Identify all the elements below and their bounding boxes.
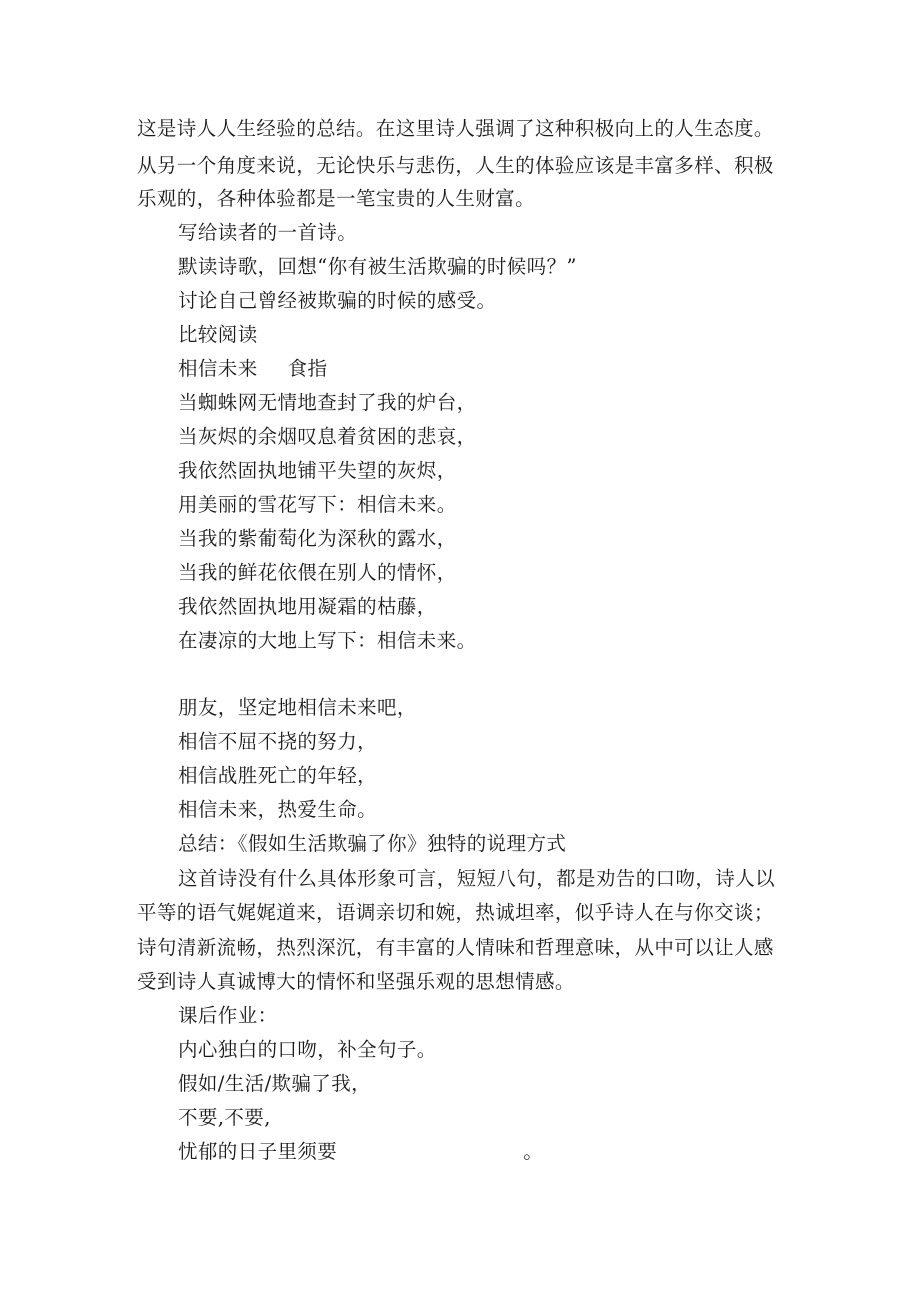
poem-line: 当我的紫葡萄化为深秋的露水， bbox=[178, 527, 457, 550]
end-mark: 。 bbox=[523, 1140, 544, 1163]
homework-line: 不要,不要, bbox=[178, 1106, 271, 1129]
poem-line: 我依然固执地铺平失望的灰烬， bbox=[178, 459, 457, 482]
poem-line: 相信战胜死亡的年轻， bbox=[178, 764, 378, 787]
paragraph-line: 受到诗人真诚博大的情怀和坚强乐观的思想情感。 bbox=[137, 970, 575, 993]
paragraph-line: 这是诗人人生经验的总结。在这里诗人强调了这种积极向上的人生态度。 bbox=[137, 117, 774, 140]
homework-fill-line bbox=[178, 1140, 543, 1164]
homework-line: 假如/生活/欺骗了我， bbox=[178, 1072, 372, 1095]
summary-heading: 总结：《假如生活欺骗了你》独特的说理方式 bbox=[178, 832, 567, 855]
text-line: 默读诗歌，回想“你有被生活欺骗的时候吗？” bbox=[178, 255, 577, 278]
paragraph-line: 诗句清新流畅，热烈深沉，有丰富的人情味和哲理意味，从中可以让人感 bbox=[137, 936, 774, 959]
paragraph-line: 从另一个角度来说，无论快乐与悲伤，人生的体验应该是丰富多样、积极 bbox=[137, 154, 774, 177]
poem-author: 食指 bbox=[287, 357, 328, 380]
text-line: 讨论自己曾经被欺骗的时候的感受。 bbox=[178, 289, 497, 312]
poem-line: 相信不屈不挠的努力， bbox=[178, 730, 378, 753]
poem-line: 用美丽的雪花写下：相信未来。 bbox=[178, 493, 457, 516]
paragraph-line: 乐观的，各种体验都是一笔宝贵的人生财富。 bbox=[137, 187, 536, 210]
homework-instruction: 内心独白的口吻，补全句子。 bbox=[178, 1038, 437, 1061]
poem-title: 相信未来 bbox=[178, 357, 258, 380]
poem-title-line bbox=[178, 357, 327, 381]
homework-line: 忧郁的日子里须要 bbox=[178, 1140, 338, 1163]
poem-line: 当灰烬的余烟叹息着贫困的悲哀， bbox=[178, 425, 477, 448]
homework-heading: 课后作业： bbox=[178, 1004, 278, 1027]
paragraph-line: 平等的语气娓娓道来，语调亲切和婉，热诚坦率，似乎诗人在与你交谈； bbox=[137, 901, 774, 924]
paragraph-line: 这首诗没有什么具体形象可言，短短八句，都是劝告的口吻，诗人以 bbox=[178, 867, 776, 890]
poem-line: 我依然固执地用凝霜的枯藤， bbox=[178, 595, 437, 618]
section-heading: 比较阅读 bbox=[178, 323, 258, 346]
poem-line: 相信未来，热爱生命。 bbox=[178, 798, 378, 821]
poem-line: 当蜘蛛网无情地查封了我的炉台， bbox=[178, 391, 477, 414]
poem-line: 当我的鲜花依偎在别人的情怀， bbox=[178, 561, 457, 584]
text-line: 写给读者的一首诗。 bbox=[178, 221, 358, 244]
poem-line: 在凄凉的大地上写下：相信未来。 bbox=[178, 629, 477, 652]
poem-line: 朋友，坚定地相信未来吧， bbox=[178, 696, 417, 719]
